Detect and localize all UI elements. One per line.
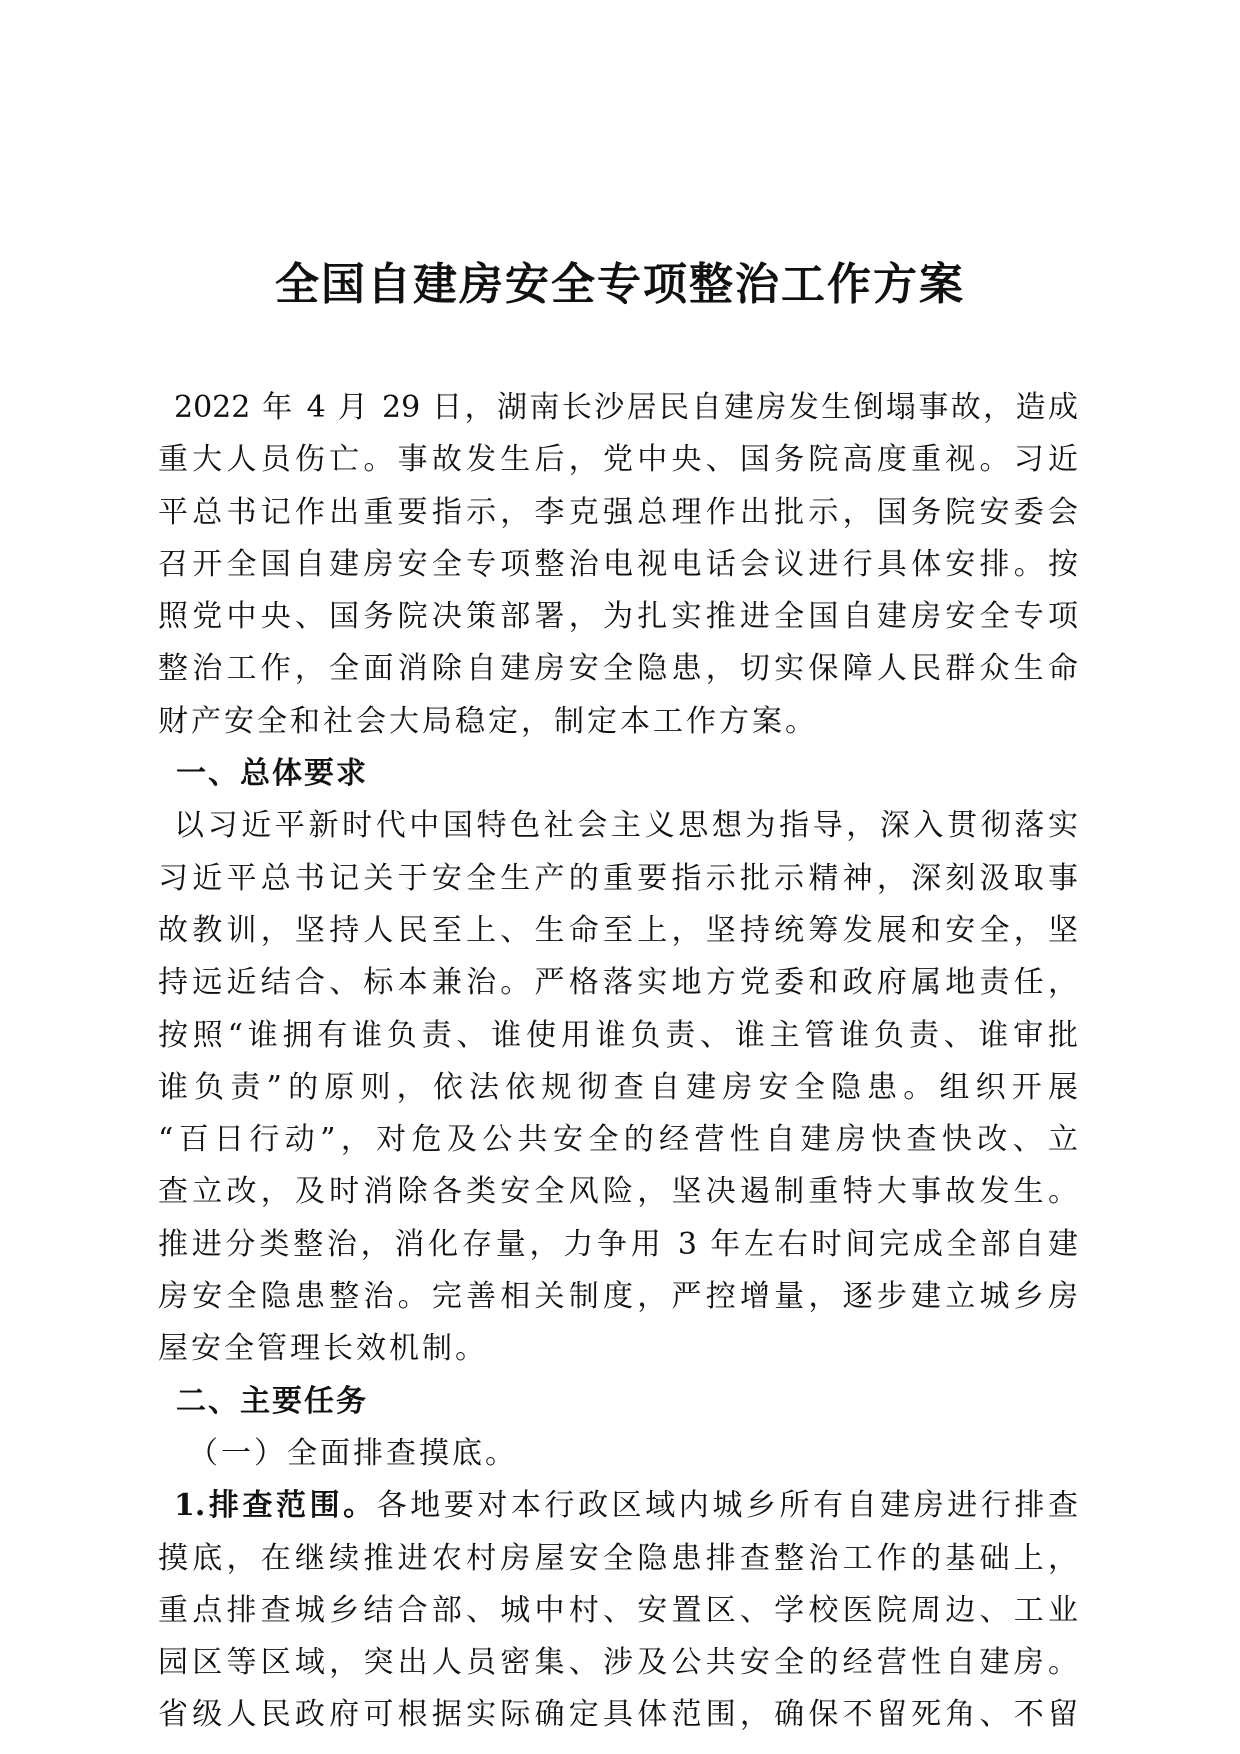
paragraph-line: 摸底，在继续推进农村房屋安全隐患排查整治工作的基础上， xyxy=(158,1540,1078,1576)
paragraph-line: 财产安全和社会大局稳定，制定本工作方案。 xyxy=(158,703,818,739)
paragraph-line: 重点排查城乡结合部、城中村、安置区、学校医院周边、工业 xyxy=(158,1592,1078,1628)
paragraph-line: 谁负责”的原则，依法依规彻查自建房安全隐患。组织开展 xyxy=(158,1069,1078,1105)
paragraph-line: 召开全国自建房安全专项整治电视电话会议进行具体安排。按 xyxy=(158,546,1078,582)
section-heading: 一、总体要求 xyxy=(176,756,368,792)
paragraph-line: 查立改，及时消除各类安全风险，坚决遏制重特大事故发生。 xyxy=(158,1174,1078,1210)
paragraph-line: 持远近结合、标本兼治。严格落实地方党委和政府属地责任， xyxy=(158,965,1078,1001)
paragraph-line: 按照“谁拥有谁负责、谁使用谁负责、谁主管谁负责、谁审批 xyxy=(158,1017,1078,1053)
paragraph-line: 推进分类整治，消化存量，力争用 3 年左右时间完成全部自建 xyxy=(158,1226,1078,1262)
paragraph-line: 重大人员伤亡。事故发生后，党中央、国务院高度重视。习近 xyxy=(158,442,1078,478)
item-text: 各地要对本行政区域内城乡所有自建房进行排查 xyxy=(376,1488,1079,1524)
paragraph-line: 整治工作，全面消除自建房安全隐患，切实保障人民群众生命 xyxy=(158,651,1078,687)
paragraph-line: 2022 年 4 月 29 日，湖南长沙居民自建房发生倒塌事故，造成 xyxy=(174,390,1078,425)
subsection-heading: （一）全面排查摸底。 xyxy=(188,1435,518,1471)
paragraph-line: “百日行动”，对危及公共安全的经营性自建房快查快改、立 xyxy=(158,1122,1078,1158)
paragraph-line: 省级人民政府可根据实际确定具体范围，确保不留死角、不留 xyxy=(158,1697,1078,1733)
section-heading: 二、主要任务 xyxy=(176,1383,368,1419)
paragraph-line: 屋安全管理长效机制。 xyxy=(158,1331,488,1367)
paragraph-line: 习近平总书记关于安全生产的重要指示批示精神，深刻汲取事 xyxy=(158,860,1078,896)
paragraph-line: 故教训，坚持人民至上、生命至上，坚持统筹发展和安全，坚 xyxy=(158,912,1078,948)
paragraph-line: 房安全隐患整治。完善相关制度，严控增量，逐步建立城乡房 xyxy=(158,1279,1078,1315)
paragraph-line: 平总书记作出重要指示，李克强总理作出批示，国务院安委会 xyxy=(158,494,1078,530)
document-title: 全国自建房安全专项整治工作方案 xyxy=(275,259,965,310)
paragraph-line: 照党中央、国务院决策部署，为扎实推进全国自建房安全专项 xyxy=(158,599,1078,635)
document-body xyxy=(158,382,1078,1742)
paragraph-line xyxy=(158,1480,1078,1532)
paragraph-line: 以习近平新时代中国特色社会主义思想为指导，深入贯彻落实 xyxy=(174,808,1078,844)
paragraph-line: 园区等区域，突出人员密集、涉及公共安全的经营性自建房。 xyxy=(158,1645,1078,1681)
item-lead: 1.排查范围。 xyxy=(174,1488,377,1524)
